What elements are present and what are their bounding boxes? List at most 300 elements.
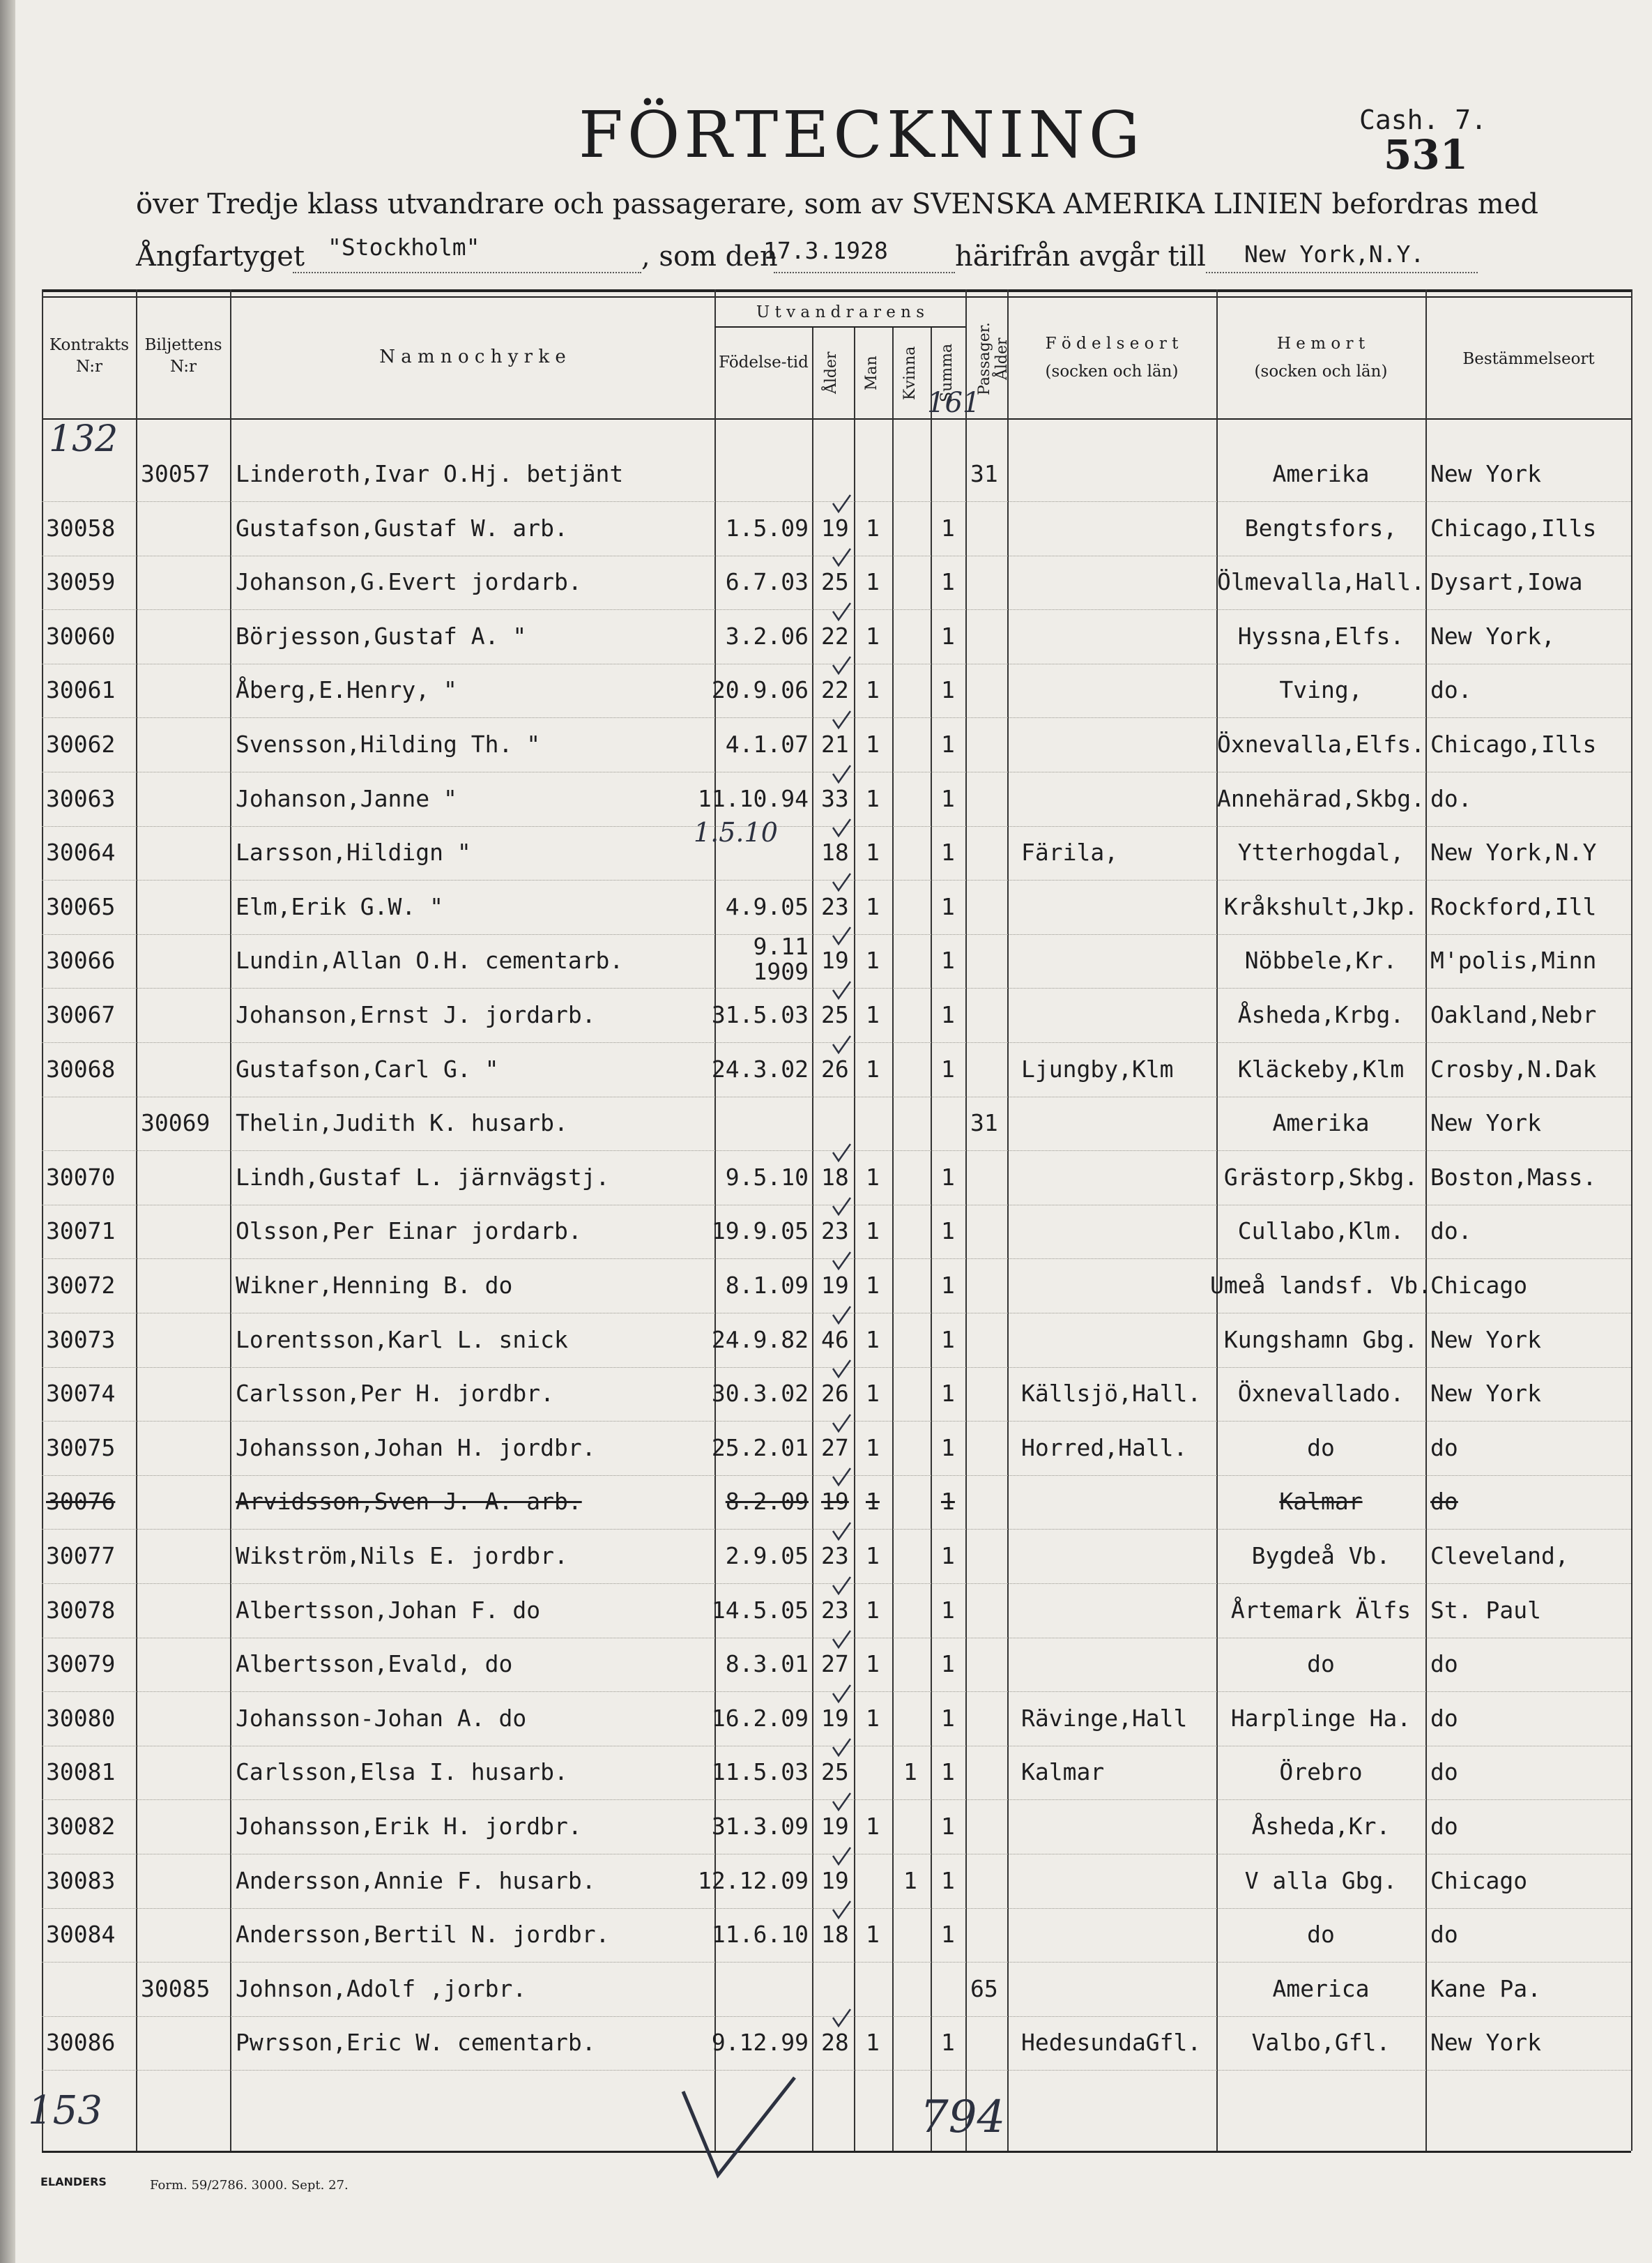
cell-biljett: 30057 <box>141 460 211 487</box>
cell-dest: New York <box>1430 2029 1541 2057</box>
table-row <box>0 825 1637 881</box>
cell-dest: Chicago,Ills <box>1430 731 1597 758</box>
cell-kontrakt: 30071 <box>46 1217 116 1245</box>
header-summa: Summa <box>938 343 956 403</box>
cell-kontrakt: 30072 <box>46 1272 116 1299</box>
cell-age: 23 <box>821 892 849 920</box>
cell-born: 3.2.06 <box>725 622 809 650</box>
cell-born: 9.11 1909 <box>753 933 809 986</box>
cell-name: Lorentsson,Karl L. snick <box>236 1325 568 1353</box>
table-row <box>0 1258 1637 1313</box>
tick-mark-icon <box>831 1684 852 1705</box>
cell-home: Amerika <box>1272 1109 1370 1137</box>
cell-age: 27 <box>821 1433 849 1461</box>
cell-summa: 1 <box>941 514 955 542</box>
cell-name: Johanson,Janne " <box>236 784 457 812</box>
cell-home: Nöbbele,Kr. <box>1244 947 1398 975</box>
cell-man: 1 <box>866 514 880 542</box>
tick-mark-icon <box>831 602 852 623</box>
cell-man: 1 <box>866 1433 880 1461</box>
cell-kontrakt: 30081 <box>46 1758 116 1786</box>
cell-summa: 1 <box>941 1325 955 1353</box>
cell-summa: 1 <box>941 892 955 920</box>
header-man: Man <box>863 356 880 390</box>
cell-dest: Chicago <box>1430 1866 1528 1894</box>
cell-home: Tving, <box>1279 676 1363 704</box>
cell-home: Bengtsfors, <box>1244 514 1398 542</box>
cell-home: Ytterhogdal, <box>1237 839 1405 867</box>
cell-birthplace: HedesundaGfl. <box>1021 2029 1202 2057</box>
handwritten-start-count: 132 <box>49 418 118 460</box>
cell-born: 24.9.82 <box>711 1325 809 1353</box>
header-bottom-rule <box>42 418 1631 420</box>
cell-home: Valbo,Gfl. <box>1251 2029 1391 2057</box>
cell-name: Lundin,Allan O.H. cementarb. <box>236 947 624 975</box>
cell-age: 25 <box>821 568 849 596</box>
departure-destination: New York,N.Y. <box>1244 241 1425 268</box>
table-top-rule-2 <box>42 296 1631 298</box>
cell-summa: 1 <box>941 1704 955 1732</box>
cell-summa: 1 <box>941 947 955 975</box>
table-row <box>0 1420 1637 1476</box>
cell-summa: 1 <box>941 1380 955 1408</box>
tick-mark-icon <box>831 1413 852 1434</box>
cell-born: 8.1.09 <box>725 1272 809 1299</box>
cell-man: 1 <box>866 1272 880 1299</box>
cell-age: 19 <box>821 1704 849 1732</box>
header-alder: Ålder <box>823 351 840 395</box>
cell-pass-age: 31 <box>970 1109 998 1137</box>
cell-born: 9.5.10 <box>725 1163 809 1191</box>
cell-home: Åsheda,Krbg. <box>1237 1001 1405 1028</box>
tick-mark-icon <box>831 1196 852 1217</box>
cell-age: 18 <box>821 1921 849 1949</box>
cell-home: Kråkshult,Jkp. <box>1223 892 1418 920</box>
cell-age: 26 <box>821 1055 849 1083</box>
table-bottom-rule <box>42 2151 1631 2153</box>
cell-age: 46 <box>821 1325 849 1353</box>
destination-underline <box>1206 272 1478 273</box>
header-biljett: Biljettens N:r <box>144 336 222 376</box>
cell-home: Harplinge Ha. <box>1230 1704 1412 1732</box>
cell-home: Kungshamn Gbg. <box>1223 1325 1418 1353</box>
cell-name: Albertsson,Johan F. do <box>236 1596 541 1624</box>
cell-age: 27 <box>821 1650 849 1678</box>
cell-home: Umeå landsf. Vb. <box>1210 1272 1432 1299</box>
cell-birthplace: Horred,Hall. <box>1021 1433 1188 1461</box>
row-rule <box>42 2070 1631 2071</box>
cell-kontrakt: 30065 <box>46 892 116 920</box>
cell-born: 4.1.07 <box>725 731 809 758</box>
cell-summa: 1 <box>941 731 955 758</box>
printer-stamp: ELANDERS <box>40 2175 107 2188</box>
cell-name: Arvidsson,Sven J. A. arb. <box>236 1488 582 1516</box>
cell-man: 1 <box>866 1704 880 1732</box>
header-fodelseort: F ö d e l s e o r t <box>1045 335 1179 353</box>
cell-born: 16.2.09 <box>711 1704 809 1732</box>
sheet-number: 531 <box>1384 131 1469 178</box>
cell-kontrakt: 30061 <box>46 676 116 704</box>
cell-age: 19 <box>821 1488 849 1516</box>
cell-dest: Oakland,Nebr <box>1430 1001 1597 1028</box>
cell-man: 1 <box>866 1055 880 1083</box>
page-title: FÖRTECKNING <box>579 98 1145 172</box>
cell-name: Carlsson,Elsa I. husarb. <box>236 1758 568 1786</box>
table-row <box>0 1528 1637 1584</box>
cell-man: 1 <box>866 892 880 920</box>
cell-home: Öxnevallado. <box>1237 1380 1405 1408</box>
cell-kontrakt: 30058 <box>46 514 116 542</box>
table-row <box>0 609 1637 664</box>
header-hemort: H e m o r t <box>1276 335 1366 353</box>
cell-dest: do. <box>1430 1217 1472 1245</box>
cell-man: 1 <box>866 839 880 867</box>
tick-mark-icon <box>831 926 852 947</box>
header-hemort-sub: (socken och län) <box>1254 363 1388 381</box>
cell-name: Johansson-Johan A. do <box>236 1704 527 1732</box>
intro-line: över Tredje klass utvandrare och passagerare, som av SVENSKA AMERIKA LINIEN befordras med <box>136 188 1538 220</box>
cell-dest: New York <box>1430 1325 1541 1353</box>
cell-name: Larsson,Hildign " <box>236 839 471 867</box>
table-row <box>0 1907 1637 1963</box>
header-namn: N a m n o c h y r k e <box>379 346 566 367</box>
cell-name: Andersson,Bertil N. jordbr. <box>236 1921 610 1949</box>
table-row <box>0 554 1637 610</box>
cell-birthplace: Rävinge,Hall <box>1021 1704 1188 1732</box>
cell-age: 19 <box>821 1866 849 1894</box>
tick-mark-icon <box>831 980 852 1001</box>
cell-summa: 1 <box>941 1921 955 1949</box>
tick-mark-icon <box>831 494 852 515</box>
cell-pass-age: 31 <box>970 460 998 487</box>
cell-kontrakt: 30060 <box>46 622 116 650</box>
tick-mark-icon <box>831 1629 852 1650</box>
cell-kvinna: 1 <box>903 1758 917 1786</box>
cell-dest: Kane Pa. <box>1430 1974 1541 2002</box>
cell-kontrakt: 30080 <box>46 1704 116 1732</box>
cell-name: Wikström,Nils E. jordbr. <box>236 1542 568 1569</box>
cell-dest: Cleveland, <box>1430 1542 1569 1569</box>
cell-dest: Chicago <box>1430 1272 1528 1299</box>
table-row <box>0 1853 1637 1909</box>
cell-summa: 1 <box>941 1866 955 1894</box>
cell-home: do <box>1307 1921 1335 1949</box>
header-kontrakt: Kontrakts N:r <box>49 336 130 376</box>
cell-home: do <box>1307 1433 1335 1461</box>
cell-dest: do <box>1430 1921 1458 1949</box>
cell-man: 1 <box>866 1217 880 1245</box>
cell-born: 24.3.02 <box>711 1055 809 1083</box>
cell-name: Carlsson,Per H. jordbr. <box>236 1380 554 1408</box>
cell-summa: 1 <box>941 1758 955 1786</box>
tick-mark-icon <box>831 1143 852 1164</box>
ship-label: Ångfartyget <box>136 241 305 273</box>
cell-name: Svensson,Hilding Th. " <box>236 731 541 758</box>
cell-dest: St. Paul <box>1430 1596 1541 1624</box>
cell-name: Johanson,G.Evert jordarb. <box>236 568 582 596</box>
table-row <box>0 1474 1637 1530</box>
ship-underline <box>293 272 641 273</box>
cell-born: 12.12.09 <box>698 1866 809 1894</box>
tick-mark-icon <box>831 818 852 839</box>
cell-home: Öxnevalla,Elfs. <box>1216 731 1425 758</box>
cell-age: 23 <box>821 1542 849 1569</box>
cell-home: Kläckeby,Klm <box>1237 1055 1405 1083</box>
cell-kontrakt: 30068 <box>46 1055 116 1083</box>
cell-age: 26 <box>821 1380 849 1408</box>
cell-man: 1 <box>866 1813 880 1840</box>
cell-age: 22 <box>821 622 849 650</box>
table-row <box>0 501 1637 556</box>
cell-kontrakt: 30084 <box>46 1921 116 1949</box>
cell-man: 1 <box>866 1163 880 1191</box>
cell-kontrakt: 30073 <box>46 1325 116 1353</box>
table-row <box>0 1312 1637 1368</box>
cell-born: 14.5.05 <box>711 1596 809 1624</box>
cell-age: 28 <box>821 2029 849 2057</box>
cell-dest: Rockford,Ill <box>1430 892 1597 920</box>
cell-age: 25 <box>821 1001 849 1028</box>
cell-dest: do <box>1430 1704 1458 1732</box>
cell-man: 1 <box>866 784 880 812</box>
cell-born: 8.3.01 <box>725 1650 809 1678</box>
header-fodelsetid: Födelse-tid <box>719 353 809 372</box>
cell-name: Johnson,Adolf ,jorbr. <box>236 1974 527 2002</box>
cell-home: Kalmar <box>1279 1488 1363 1516</box>
cell-born: 25.2.01 <box>711 1433 809 1461</box>
cell-born: 30.3.02 <box>711 1380 809 1408</box>
cell-birthplace: Kalmar <box>1021 1758 1105 1786</box>
cell-dest: New York <box>1430 1380 1541 1408</box>
cell-home: Amerika <box>1272 460 1370 487</box>
cell-kontrakt: 30086 <box>46 2029 116 2057</box>
header-bestammelseort: Bestämmelseort <box>1462 350 1595 368</box>
cell-man: 1 <box>866 2029 880 2057</box>
table-row <box>0 1366 1637 1422</box>
cell-summa: 1 <box>941 1542 955 1569</box>
cell-home: Grästorp,Skbg. <box>1223 1163 1418 1191</box>
tick-mark-icon <box>831 1792 852 1813</box>
cell-kontrakt: 30076 <box>46 1488 116 1516</box>
cell-pass-age: 65 <box>970 1974 998 2002</box>
cell-age: 23 <box>821 1217 849 1245</box>
cell-kontrakt: 30074 <box>46 1380 116 1408</box>
cell-kontrakt: 30075 <box>46 1433 116 1461</box>
cell-age: 19 <box>821 1272 849 1299</box>
cell-biljett: 30069 <box>141 1109 211 1137</box>
table-row <box>0 717 1637 772</box>
form-number: Form. 59/2786. 3000. Sept. 27. <box>150 2178 349 2193</box>
header-passager-alder: Passager. Ålder <box>976 322 1011 396</box>
cell-birthplace: Källsjö,Hall. <box>1021 1380 1202 1408</box>
pencil-check-mark-icon <box>669 2064 809 2189</box>
cell-summa: 1 <box>941 1001 955 1028</box>
cell-age: 25 <box>821 1758 849 1786</box>
ship-name: "Stockholm" <box>328 234 480 261</box>
cell-summa: 1 <box>941 2029 955 2057</box>
cell-birthplace: Ljungby,Klm <box>1021 1055 1174 1083</box>
cell-dest: New York <box>1430 1109 1541 1137</box>
cell-dest: New York,N.Y <box>1430 839 1597 867</box>
cell-summa: 1 <box>941 1217 955 1245</box>
header-kvinna: Kvinna <box>901 346 919 400</box>
cell-summa: 1 <box>941 568 955 596</box>
cell-name: Lindh,Gustaf L. järnvägstj. <box>236 1163 610 1191</box>
cell-summa: 1 <box>941 784 955 812</box>
cell-name: Andersson,Annie F. husarb. <box>236 1866 596 1894</box>
table-row <box>0 879 1637 935</box>
cell-kontrakt: 30082 <box>46 1813 116 1840</box>
cell-name: Johansson,Erik H. jordbr. <box>236 1813 582 1840</box>
cell-kontrakt: 30077 <box>46 1542 116 1569</box>
cell-born: 1.5.09 <box>725 514 809 542</box>
cell-dest: New York <box>1430 460 1541 487</box>
cell-born: 11.6.10 <box>711 1921 809 1949</box>
departure-date: 17.3.1928 <box>763 237 888 264</box>
cell-man: 1 <box>866 1001 880 1028</box>
cell-age: 33 <box>821 784 849 812</box>
cell-born: 11.5.03 <box>711 1758 809 1786</box>
cell-dest: Crosby,N.Dak <box>1430 1055 1597 1083</box>
cell-summa: 1 <box>941 1650 955 1678</box>
cell-man: 1 <box>866 1650 880 1678</box>
cell-kontrakt: 30066 <box>46 947 116 975</box>
table-row <box>0 2015 1637 2071</box>
table-row <box>0 987 1637 1043</box>
cell-born: 19.9.05 <box>711 1217 809 1245</box>
cell-name: Pwrsson,Eric W. cementarb. <box>236 2029 596 2057</box>
cell-home: Annehärad,Skbg. <box>1216 784 1425 812</box>
cell-kontrakt: 30064 <box>46 839 116 867</box>
table-row <box>0 771 1637 827</box>
cell-home: do <box>1307 1650 1335 1678</box>
cell-home: Cullabo,Klm. <box>1237 1217 1405 1245</box>
cell-kontrakt: 30079 <box>46 1650 116 1678</box>
cell-summa: 1 <box>941 1488 955 1516</box>
table-row <box>0 1961 1637 2017</box>
cell-name: Linderoth,Ivar O.Hj. betjänt <box>236 460 624 487</box>
cell-home: Bygdeå Vb. <box>1251 1542 1391 1569</box>
cell-dest: do. <box>1430 784 1472 812</box>
tick-mark-icon <box>831 1900 852 1921</box>
utvandrarens-rule <box>714 326 965 328</box>
table-row <box>0 662 1637 718</box>
cell-summa: 1 <box>941 839 955 867</box>
table-row <box>0 933 1637 989</box>
tick-mark-icon <box>831 1846 852 1867</box>
tick-mark-icon <box>831 2008 852 2029</box>
tick-mark-icon <box>831 1467 852 1488</box>
cell-man: 1 <box>866 1488 880 1516</box>
cell-man: 1 <box>866 1325 880 1353</box>
cell-man: 1 <box>866 676 880 704</box>
cell-age: 18 <box>821 839 849 867</box>
handwritten-end-count: 153 <box>28 2088 102 2133</box>
cell-home: Åsheda,Kr. <box>1251 1813 1391 1840</box>
cell-born: 4.9.05 <box>725 892 809 920</box>
cell-name: Gustafson,Gustaf W. arb. <box>236 514 568 542</box>
date-underline <box>774 272 955 273</box>
cell-name: Olsson,Per Einar jordarb. <box>236 1217 582 1245</box>
cell-dest: do <box>1430 1758 1458 1786</box>
cell-name: Johanson,Ernst J. jordarb. <box>236 1001 596 1028</box>
cell-man: 1 <box>866 947 880 975</box>
cell-dest: do <box>1430 1650 1458 1678</box>
cell-kontrakt: 30067 <box>46 1001 116 1028</box>
cell-age: 19 <box>821 947 849 975</box>
cell-summa: 1 <box>941 1055 955 1083</box>
cell-summa: 1 <box>941 622 955 650</box>
cell-born: 31.3.09 <box>711 1813 809 1840</box>
cell-man: 1 <box>866 568 880 596</box>
cell-summa: 1 <box>941 676 955 704</box>
tick-mark-icon <box>831 872 852 893</box>
cell-home: Hyssna,Elfs. <box>1237 622 1405 650</box>
cell-birthplace: Färila, <box>1021 839 1119 867</box>
table-row <box>0 1095 1637 1151</box>
table-row <box>0 1691 1637 1746</box>
cell-dest: do <box>1430 1433 1458 1461</box>
tick-mark-icon <box>831 1521 852 1542</box>
cell-home: America <box>1272 1974 1370 2002</box>
cell-age: 21 <box>821 731 849 758</box>
handwritten-header-marks: 161 <box>927 387 981 419</box>
tick-mark-icon <box>831 710 852 731</box>
cell-born: 11.10.94 <box>698 784 809 812</box>
cell-dest: New York, <box>1430 622 1555 650</box>
table-row <box>0 1744 1637 1800</box>
table-row <box>0 1799 1637 1854</box>
header-fodelseort-sub: (socken och län) <box>1045 363 1179 381</box>
cell-kontrakt: 30059 <box>46 568 116 596</box>
table-top-rule <box>42 289 1631 292</box>
tick-mark-icon <box>831 1251 852 1272</box>
cell-name: Gustafson,Carl G. " <box>236 1055 499 1083</box>
cell-man: 1 <box>866 731 880 758</box>
tick-mark-icon <box>831 547 852 568</box>
cell-dest: do. <box>1430 676 1472 704</box>
table-row <box>0 1583 1637 1638</box>
cell-summa: 1 <box>941 1433 955 1461</box>
cell-born: 9.12.99 <box>711 2029 809 2057</box>
handwritten-birthdate-note: 1.5.10 <box>694 817 778 848</box>
cell-kvinna: 1 <box>903 1866 917 1894</box>
cell-dest: M'polis,Minn <box>1430 947 1597 975</box>
cell-man: 1 <box>866 1921 880 1949</box>
cell-born: 6.7.03 <box>725 568 809 596</box>
handwritten-total: 794 <box>920 2091 1006 2143</box>
cell-born: 31.5.03 <box>711 1001 809 1028</box>
cell-name: Thelin,Judith K. husarb. <box>236 1109 568 1137</box>
cell-name: Wikner,Henning B. do <box>236 1272 513 1299</box>
cell-kontrakt: 30078 <box>46 1596 116 1624</box>
cell-man: 1 <box>866 1596 880 1624</box>
tick-mark-icon <box>831 1737 852 1758</box>
avgar-label: härifrån avgår till <box>955 241 1206 273</box>
cell-man: 1 <box>866 1542 880 1569</box>
cell-kontrakt: 30063 <box>46 784 116 812</box>
cell-summa: 1 <box>941 1272 955 1299</box>
cell-born: 2.9.05 <box>725 1542 809 1569</box>
cell-kontrakt: 30062 <box>46 731 116 758</box>
cell-home: Ölmevalla,Hall. <box>1216 568 1425 596</box>
tick-mark-icon <box>831 1305 852 1326</box>
cell-dest: do <box>1430 1813 1458 1840</box>
cell-summa: 1 <box>941 1813 955 1840</box>
cell-summa: 1 <box>941 1163 955 1191</box>
cell-summa: 1 <box>941 1596 955 1624</box>
header-utvandrarens: U t v a n d r a r e n s <box>756 303 925 321</box>
